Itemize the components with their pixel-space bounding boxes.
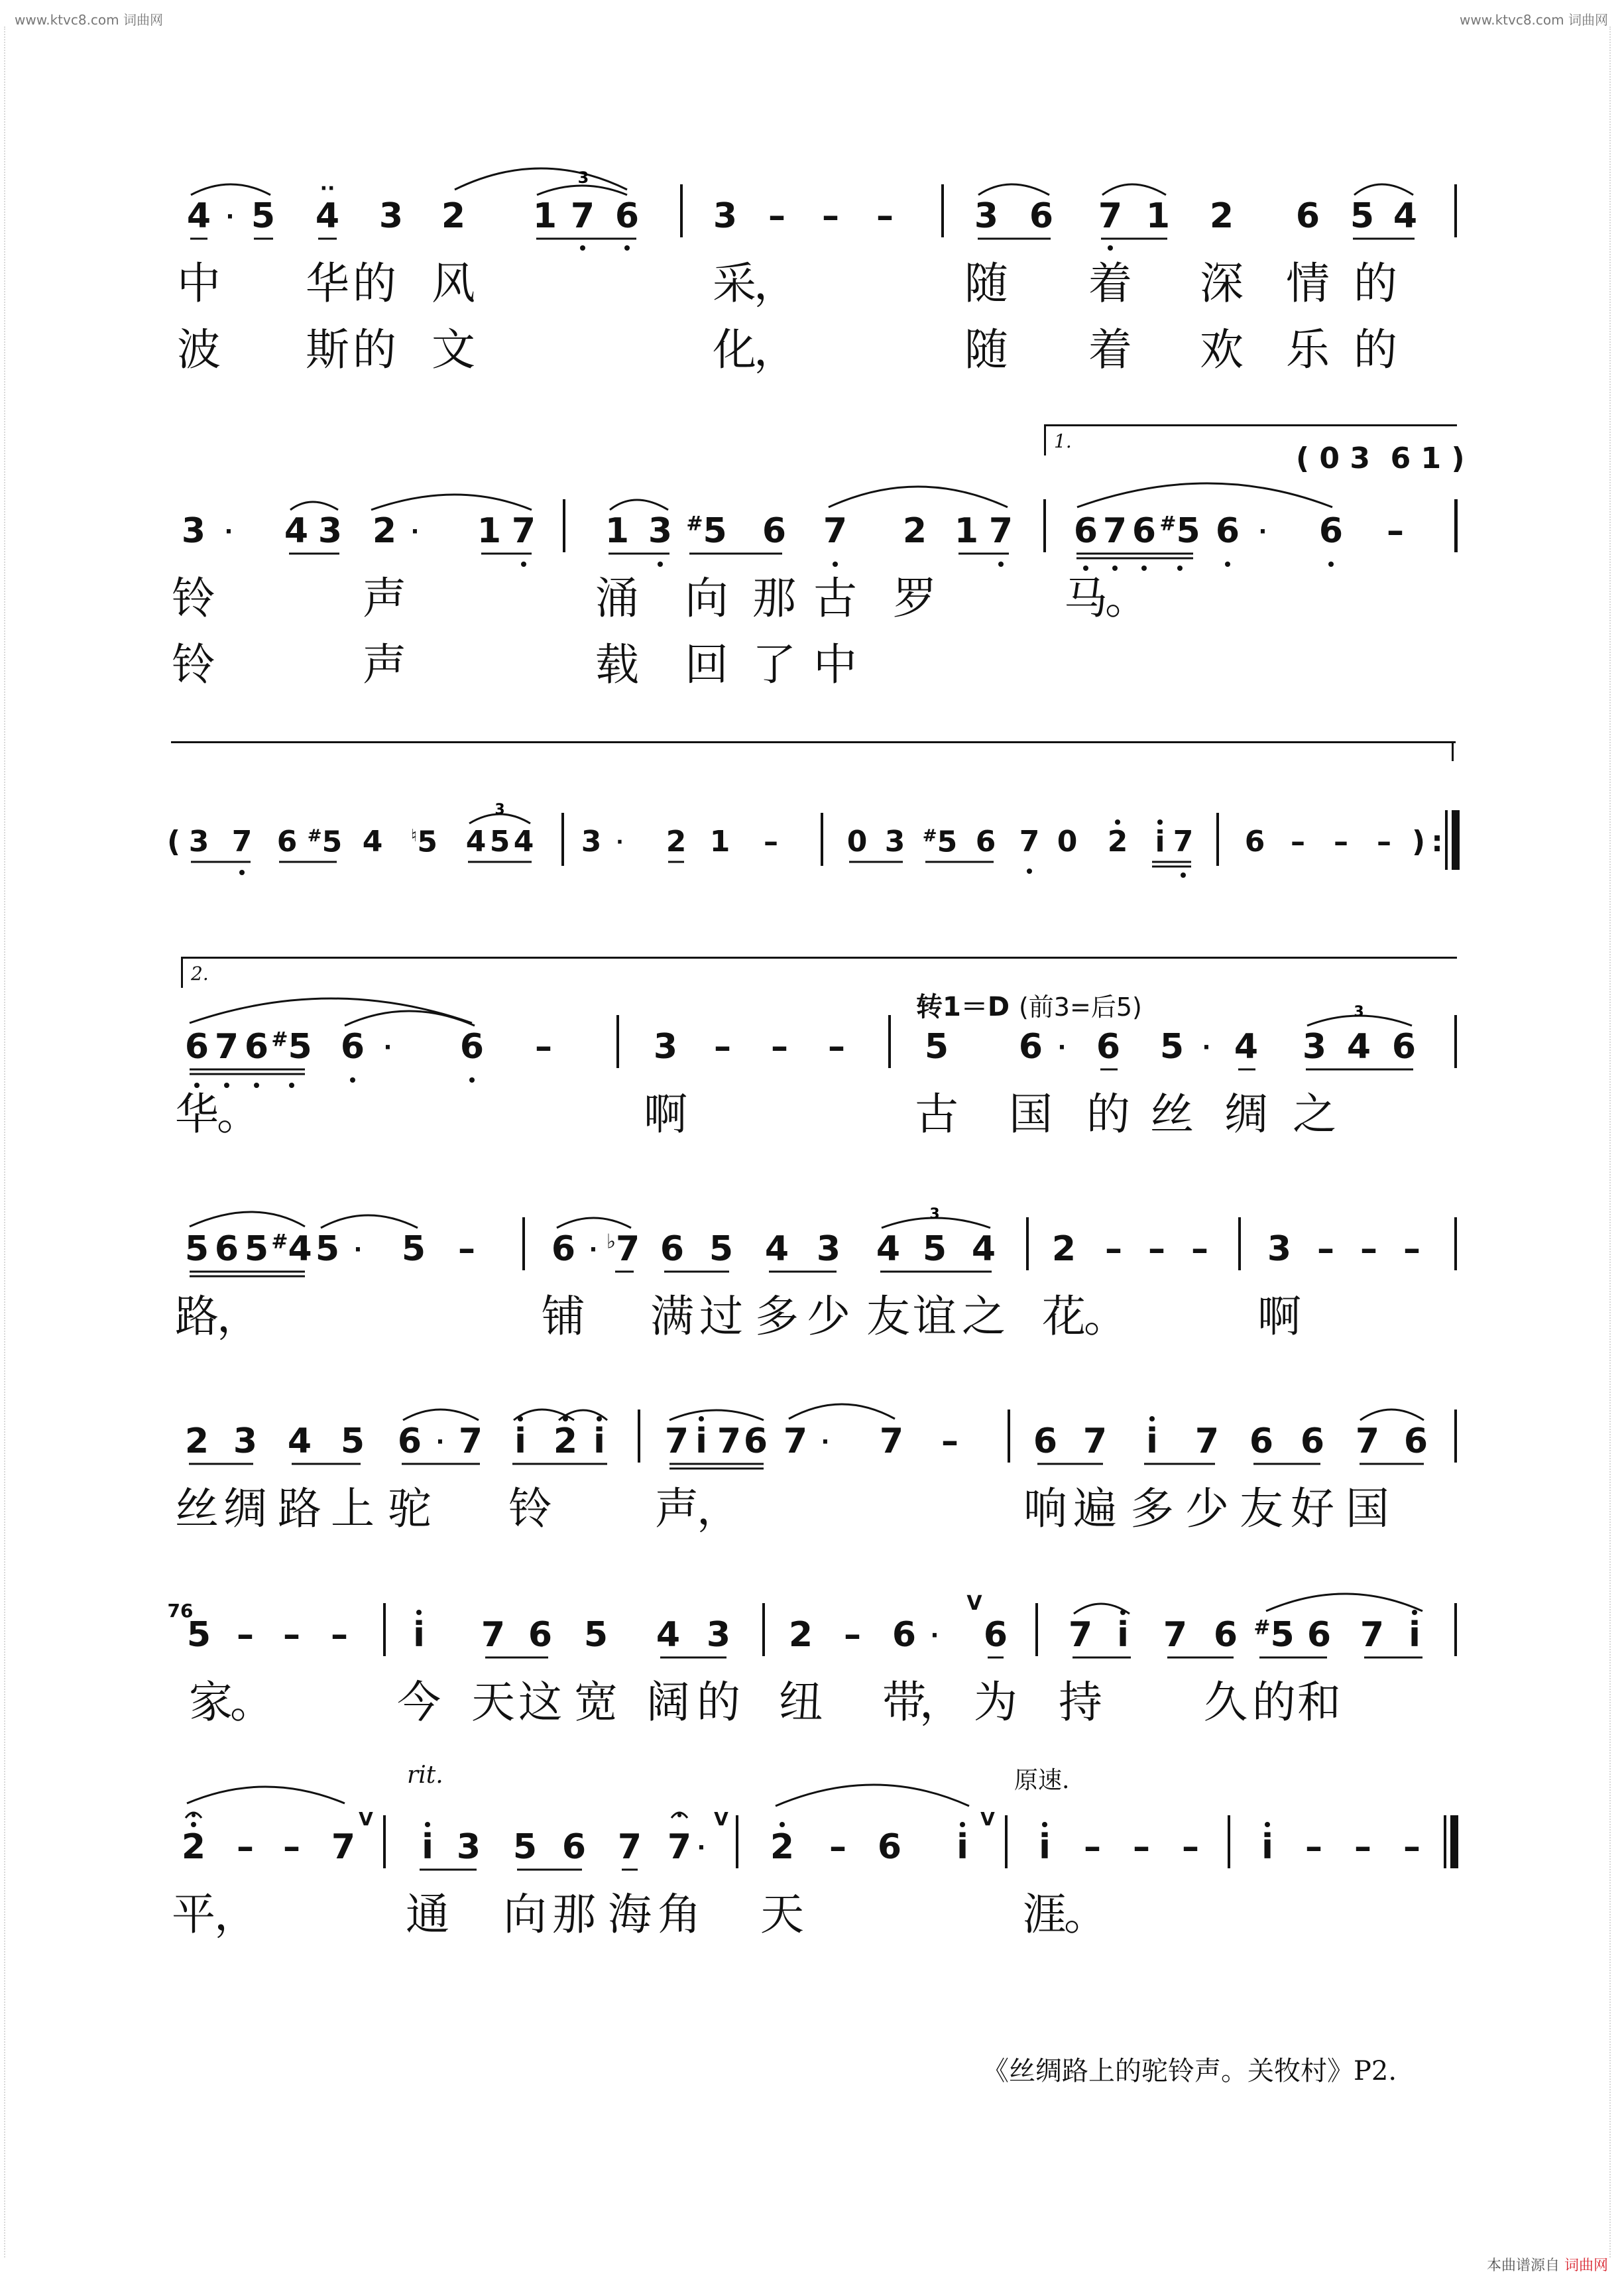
source-credit-text: 本曲谱源自 xyxy=(1486,2257,1560,2274)
svg-text:3: 3 xyxy=(929,1206,940,1223)
lyric-line-1: 路 ， 铺 满 过 多 少 友 谊 之 花 。 啊 xyxy=(175,1291,1301,1342)
lyric-line-1: 中 华 的 风 采 ， 随 着 深 情 的 xyxy=(177,258,1397,309)
lyric-line-1: 家 。 今 天 这 宽 阔 的 纽 带 ， 为 持 久 的 和 xyxy=(189,1677,1341,1728)
site-header-right: www.ktvc8.com 词曲网 xyxy=(1459,12,1608,28)
notation-row: ( 3 7 6 #5 4 ♮5 4 5 4 3 · 2 1 – 0 3 #5 6 7 0 2 i 7 6 – – – ) : 3 xyxy=(0,827,1624,887)
volta-label: 1. xyxy=(1054,430,1072,452)
notation-row: 2 – – 7 V i 3 5 6 7 7 · V 2 – 6 i V i – – – i – – – xyxy=(0,1830,1624,1890)
svg-text:3: 3 xyxy=(577,168,589,187)
lyric-line-2: 铃 声 载 回 了 中 xyxy=(172,639,857,690)
volta-label: 2. xyxy=(191,963,209,985)
notation-row: 3 · 4 3 2 · 1 7 1 3 #5 6 7 2 1 7 6 7 6 #5 6 · 6 – xyxy=(0,514,1624,573)
svg-text:3: 3 xyxy=(1354,1004,1364,1020)
notation-row: 2 3 4 5 6 · 7 i 2 i 7 i 7 6 7 · 7 – 6 7 i 7 6 6 7 6 xyxy=(0,1424,1624,1484)
page-footer: 《丝绸路上的驼铃声。关牧村》P2. xyxy=(982,2056,1397,2086)
site-logo[interactable]: 词曲网 xyxy=(1564,2257,1608,2274)
lyric-line-1: 丝 绸 路 上 驼 铃 声 ， 响 遍 多 少 友 好 国 xyxy=(175,1483,1389,1534)
lyric-line-2: 波 斯 的 文 化 ， 随 着 欢 乐 的 xyxy=(177,324,1397,375)
notation-row: 76 5 – – – i 7 6 5 4 3 2 – 6 · V 6 7 i 7 6 #5 6 7 i xyxy=(0,1618,1624,1677)
lyric-line-1: 华 。 啊 古 国 的 丝 绸 之 xyxy=(175,1089,1336,1140)
svg-text:3: 3 xyxy=(494,802,505,818)
pickup-phrase: ( 0 3 6 1 ) xyxy=(1296,442,1465,475)
lyric-line-1: 铃 声 涌 向 那 古 罗 马 。 xyxy=(172,573,1149,624)
lyric-line-1: 平 ， 通 向 那 海 角 天 涯 。 xyxy=(172,1889,1108,1940)
notation-row: 6 7 6 #5 6 · 6 – 3 – – – 5 6 · 6 5 · 4 3 4 6 3 xyxy=(0,1030,1624,1089)
key-change-label: 转1＝D xyxy=(916,992,1010,1022)
notation-row: 5 6 5 #4 5 · 5 – 6 · ♭7 6 5 4 3 4 5 4 2 – – – 3 – – – 3 xyxy=(0,1232,1624,1292)
second-ending-bracket xyxy=(181,957,1457,988)
site-header-left: www.ktvc8.com 词曲网 xyxy=(15,12,164,28)
rit-marking: rit. xyxy=(407,1762,443,1789)
key-change xyxy=(916,986,1142,1024)
source-credit xyxy=(1487,2254,1608,2275)
rule-end xyxy=(1452,741,1454,761)
a-tempo-marking: 原速. xyxy=(1014,1767,1070,1794)
notation-row: 4 · 5 4 ·· 3 2 1 7 6 3 – – – 3 6 7 1 2 6 5 4 3 xyxy=(0,199,1624,259)
section-rule xyxy=(171,741,1456,743)
key-change-note: (前3=后5) xyxy=(1018,992,1142,1022)
